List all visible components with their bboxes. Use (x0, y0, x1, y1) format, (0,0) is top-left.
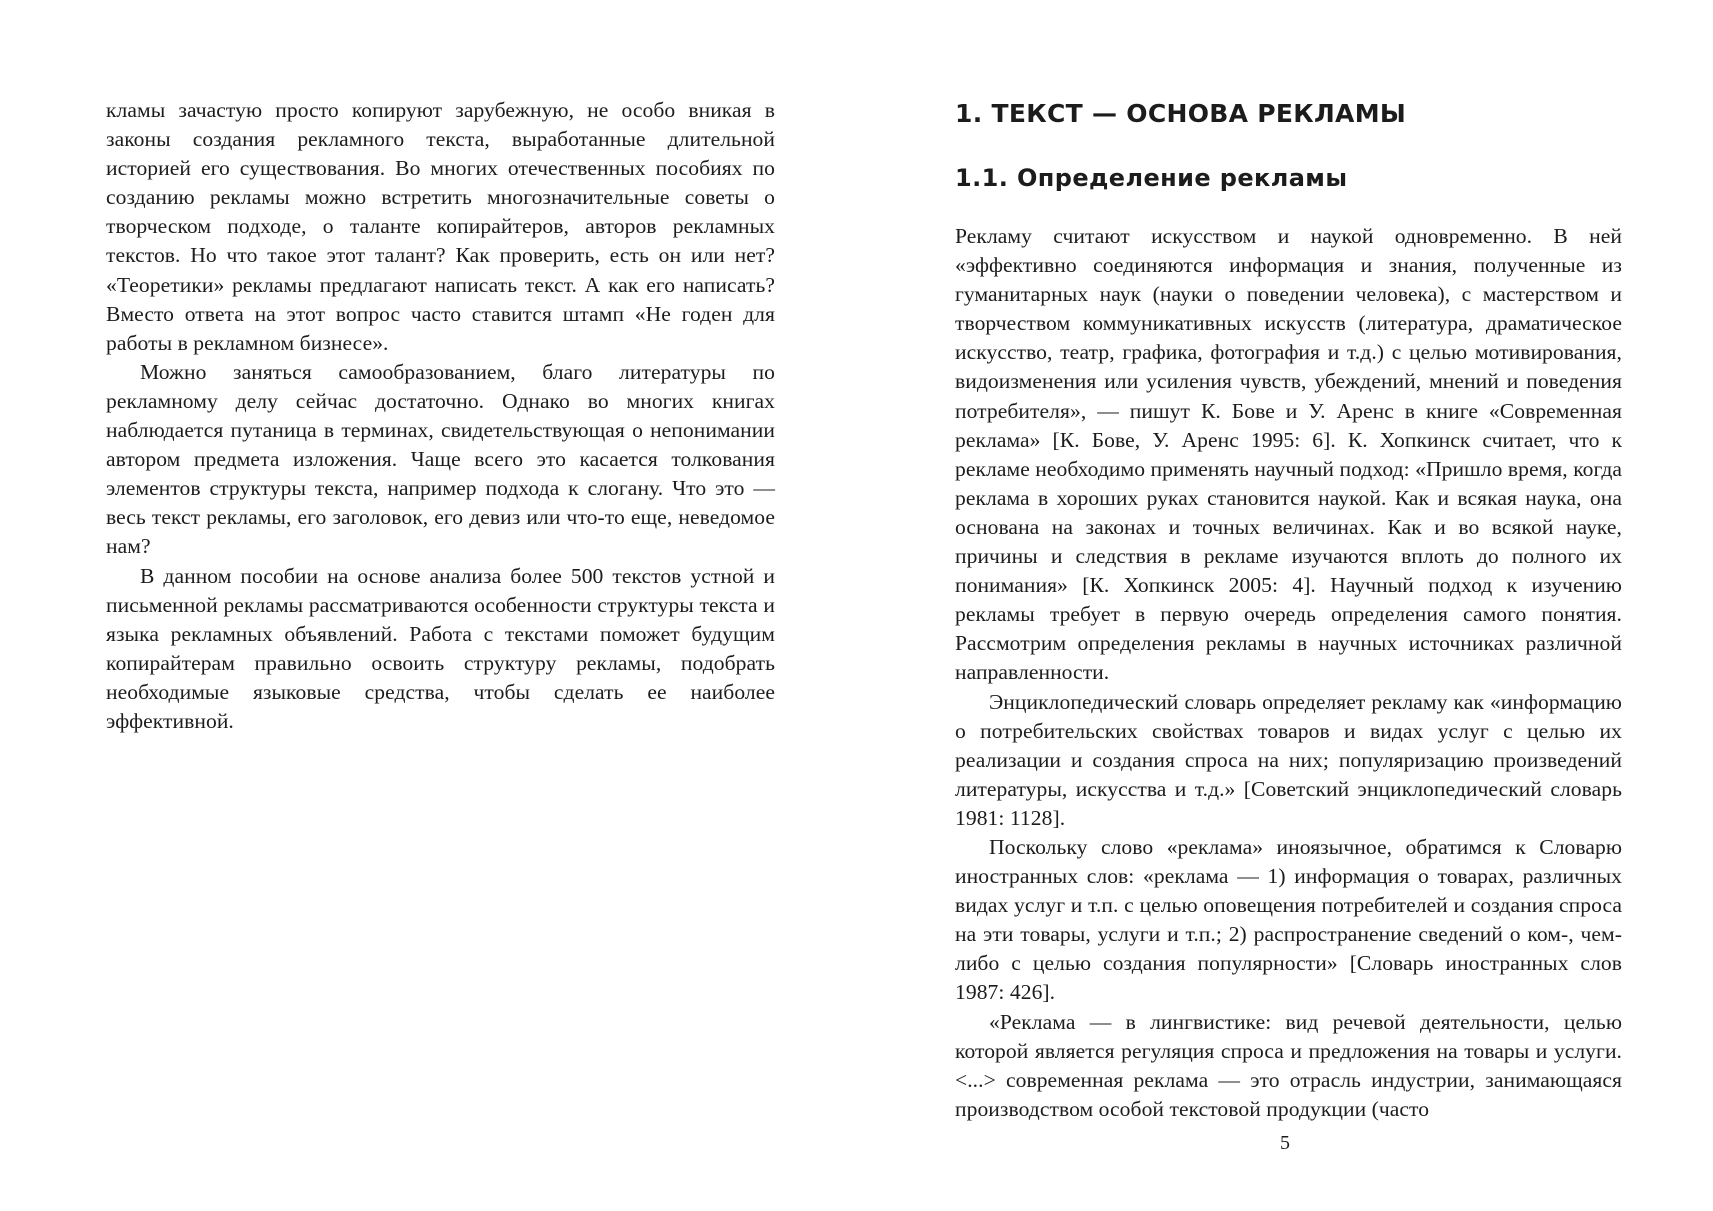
left-paragraph-3: В данном пособии на основе анализа более 500 текстов устной и письменной рекламы рассматриваются особенности структуры текста и языка рекламных объявлений. Работа с текстами поможет будущим копирайтерам правильно освоить структуру рекламы, подобрать необходимые языковые средства, чтобы сделать ее наиболее эффективной. (106, 563, 775, 733)
right-page (955, 96, 1622, 1124)
section-title: 1.1. Определение рекламы (955, 164, 1348, 192)
left-paragraph-2: Можно заняться самообразованием, благо литературы по рекламному делу сейчас достаточно. Однако во многих книгах наблюдается путаница в терминах, свидетельствующая о непонимании автором предмета изложения. Чаще всего это касается толкования элементов структуры текста, например подхода к слогану. Что это — весь текст рекламы, его заголовок, его девиз или что-то еще, неведомое нам? (106, 359, 775, 559)
right-paragraph-2: Энциклопедический словарь определяет рекламу как «информацию о потребительских свойствах товаров и видах услуг с целью их реализации и создания спроса на них; популяризацию произведений литературы, искусства и т.д.» [Советский энциклопедический словарь 1981: 1128]. (955, 689, 1622, 830)
page-number: 5 (1280, 1132, 1290, 1154)
left-page (106, 96, 775, 736)
right-paragraph-4: «Реклама — в лингвистике: вид речевой деятельности, целью которой является регуляция спроса и предложения на товары и услуги. <...> современная реклама — это отрасль индустрии, занимающаяся производством особой текстовой продукции (часто (955, 1009, 1622, 1121)
right-paragraph-3: Поскольку слово «реклама» иноязычное, обратимся к Словарю иностранных слов: «реклама — 1) информация о товарах, различных видах услуг и т.п. с целью оповещения потребителей и создания спроса на эти товары, услуги и т.п.; 2) распространение сведений о ком-, чем-либо с целью создания популярности» [Словарь иностранных слов 1987: 426]. (955, 834, 1622, 1005)
left-paragraph-1: кламы зачастую просто копируют зарубежную, не особо вникая в законы создания рекламного текста, выработанные длительной историей его существования. Во многих отечественных пособиях по созданию рекламы можно встретить многозначительные советы о творческом подходе, о таланте копирайтеров, авторов рекламных текстов. Но что такое этот талант? Как проверить, есть он или нет? «Теоретики» рекламы предлагают написать текст. А как его написать? Вместо ответа на этот вопрос часто ставится штамп «Не годен для работы в рекламном бизнесе». (106, 98, 775, 355)
right-paragraph-1: Рекламу считают искусством и наукой одновременно. В ней «эффективно соединяются информация и знания, полученные из гуманитарных наук (науки о поведении человека), с мастерством и творчеством коммуникативных искусств (литература, драматическое искусство, театр, графика, фотография и т.д.) с целью мотивирования, видоизменения или усиления чувств, убеждений, мнений и поведения потребителя», — пишут К. Бове и У. Аренс в книге «Современная реклама» [К. Бове, У. Аренс 1995: 6]. К. Хопкинск считает, что к рекламе необходимо применять научный подход: «Пришло время, когда реклама в хороших руках становится наукой. Как и всякая наука, она основана на законах и точных величинах. Как и во всякой науке, причины и следствия в рекламе изучаются вплоть до полного их понимания» [К. Хопкинск 2005: 4]. Научный подход к изучению рекламы требует в первую очередь определения самого понятия. Рассмотрим определения рекламы в научных источниках различной направленности. (955, 224, 1622, 685)
chapter-title: 1. ТЕКСТ — ОСНОВА РЕКЛАМЫ (955, 99, 1407, 128)
